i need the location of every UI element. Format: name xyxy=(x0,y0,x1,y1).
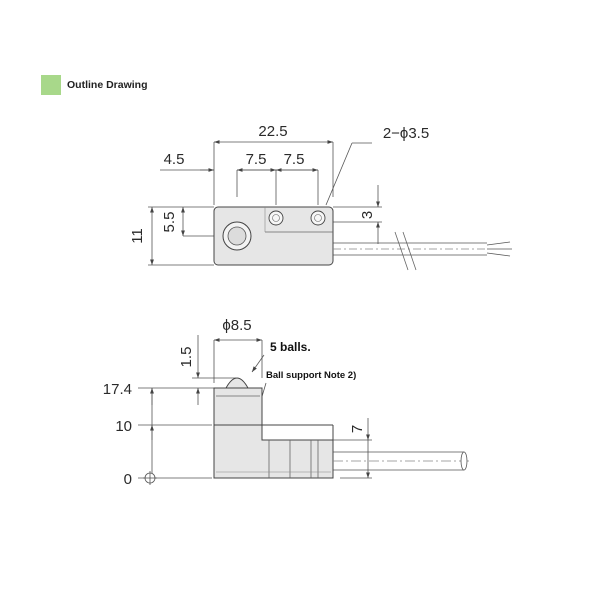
label-ball-support: Ball support Note 2) xyxy=(266,370,357,381)
sensor-body-side xyxy=(214,378,333,478)
ball-icon xyxy=(226,378,248,388)
sensor-body-top xyxy=(214,207,333,265)
label-overall-width: 22.5 xyxy=(258,123,288,140)
label-ball-count: 5 balls. xyxy=(270,340,311,354)
label-height: 11 xyxy=(129,228,146,244)
label-ball-protrusion: 1.5 xyxy=(178,346,195,368)
hole-leader xyxy=(326,143,352,205)
label-level-zero: 0 xyxy=(123,471,132,488)
label-hole-offset: 3 xyxy=(359,210,376,220)
label-hole-note: 2−ϕ3.5 xyxy=(382,125,430,142)
label-level-mid: 10 xyxy=(115,418,132,435)
main-block xyxy=(214,425,333,478)
label-ball-diameter: ϕ8.5 xyxy=(222,317,252,334)
mount-hole-1 xyxy=(269,211,283,225)
ball-support-block xyxy=(214,388,262,425)
label-pitch-1: 7.5 xyxy=(245,151,267,168)
label-center-height: 5.5 xyxy=(161,211,178,233)
cable-top xyxy=(333,232,512,270)
label-pitch-2: 7.5 xyxy=(283,151,305,168)
section-title: Outline Drawing xyxy=(67,79,148,91)
label-left-offset: 4.5 xyxy=(163,151,185,168)
mount-hole-2 xyxy=(311,211,325,225)
label-level-top: 17.4 xyxy=(102,381,132,398)
label-cable-height: 7 xyxy=(349,424,366,434)
cable-side xyxy=(333,452,470,470)
